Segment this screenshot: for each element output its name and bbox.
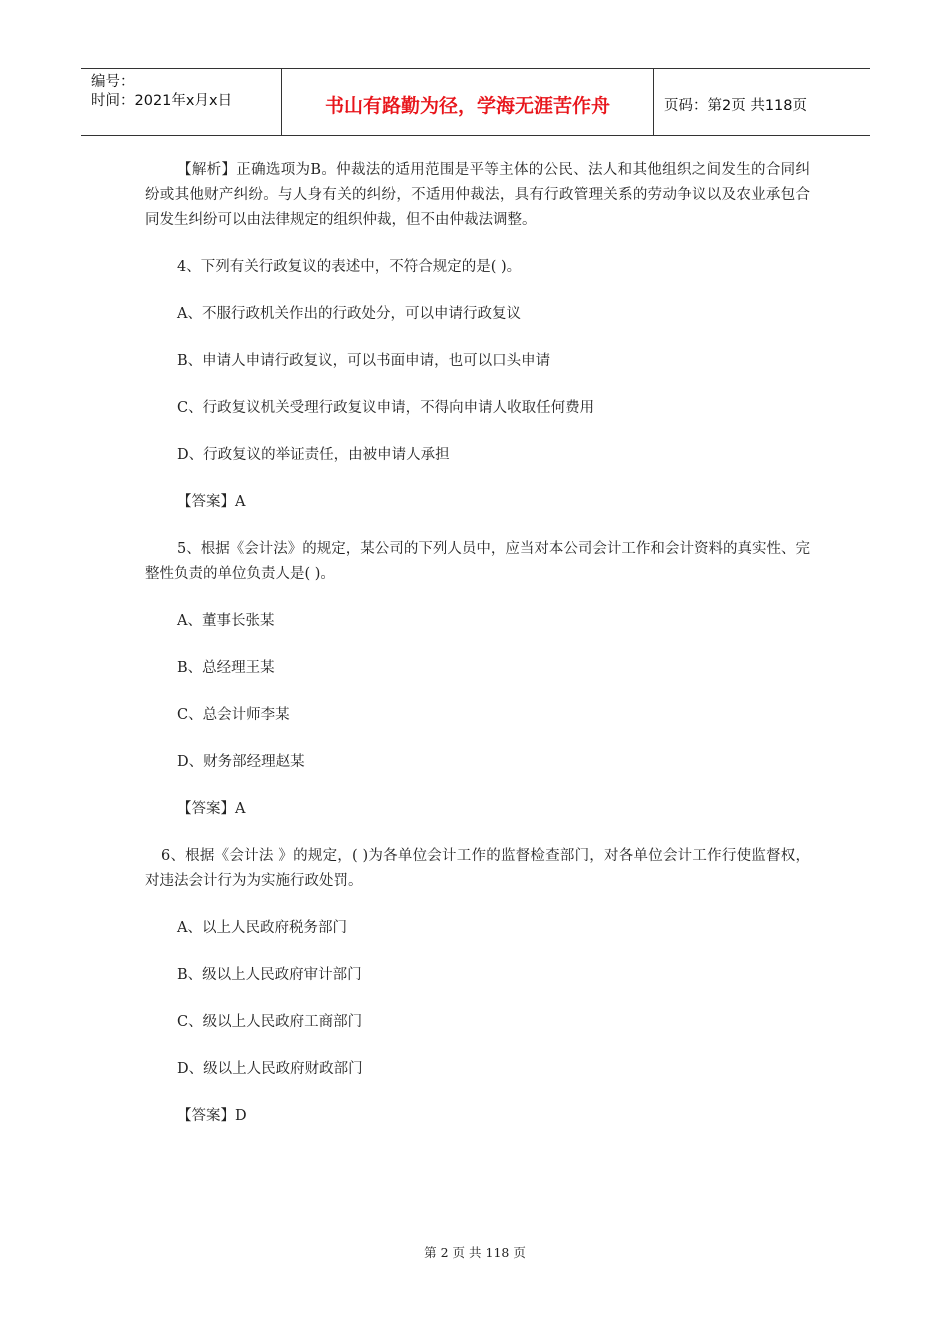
question-6-stem: 6、根据《会计法 》的规定，( )为各单位会计工作的监督检查部门，对各单位会计工作行使监督权，对违法会计行为为实施行政处罚。: [145, 848, 810, 889]
question-5-answer: 【答案】A: [177, 801, 246, 817]
document-date: 时间：2021年x月x日: [91, 93, 233, 109]
header-motto: 书山有路勤为径，学海无涯苦作舟: [282, 69, 654, 135]
question-5-option-b: B、总经理王某: [177, 660, 275, 676]
question-6-option-d: D、级以上人民政府财政部门: [177, 1061, 363, 1077]
question-6-answer: 【答案】D: [177, 1108, 247, 1124]
question-4-stem: 4、下列有关行政复议的表述中，不符合规定的是( )。: [177, 259, 522, 275]
question-4-answer: 【答案】A: [177, 494, 246, 510]
header-page-info: 页码：第2页 共118页: [664, 97, 808, 114]
page-header: [81, 68, 870, 136]
document-body: [145, 158, 810, 1129]
question-5-option-c: C、总会计师李某: [177, 707, 290, 723]
question-5-option-a: A、董事长张某: [177, 613, 275, 629]
document-number-label: 编号：: [91, 74, 135, 90]
analysis-paragraph: 【解析】正确选项为B。仲裁法的适用范围是平等主体的公民、法人和其他组织之间发生的合同纠纷或其他财产纠纷。与人身有关的纠纷，不适用仲裁法，具有行政管理关系的劳动争议以及农业承包合同发生纠纷可以由法律规定的组织仲裁，但不由仲裁法调整。: [145, 162, 810, 228]
header-meta: [81, 69, 282, 135]
question-4-option-a: A、不服行政机关作出的行政处分，可以申请行政复议: [177, 306, 521, 322]
page-footer: 第 2 页 共 118 页: [424, 1245, 526, 1260]
question-4-option-c: C、行政复议机关受理行政复议申请，不得向申请人收取任何费用: [177, 400, 595, 416]
question-4-option-b: B、申请人申请行政复议，可以书面申请，也可以口头申请: [177, 353, 551, 369]
question-6-option-a: A、以上人民政府税务部门: [177, 920, 347, 936]
question-5-option-d: D、财务部经理赵某: [177, 754, 305, 770]
question-6-option-b: B、级以上人民政府审计部门: [177, 967, 362, 983]
question-5-stem: 5、根据《会计法》的规定，某公司的下列人员中，应当对本公司会计工作和会计资料的真实性、完整性负责的单位负责人是( )。: [145, 541, 810, 582]
question-4-option-d: D、行政复议的举证责任，由被申请人承担: [177, 447, 450, 463]
question-6-option-c: C、级以上人民政府工商部门: [177, 1014, 363, 1030]
